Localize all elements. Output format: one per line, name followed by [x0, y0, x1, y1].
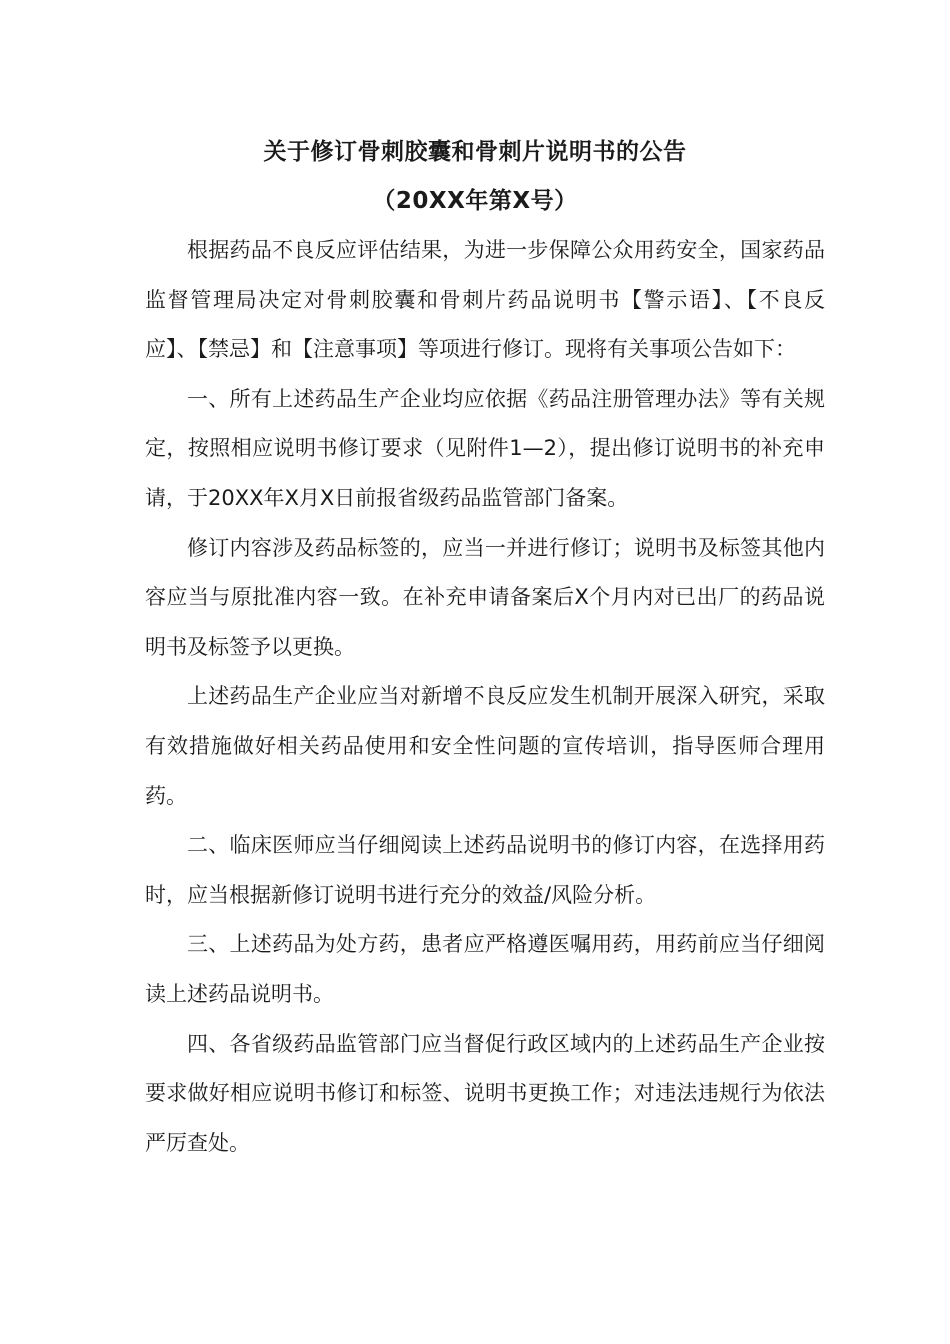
paragraph-item-1-labels: 修订内容涉及药品标签的，应当一并进行修订；说明书及标签其他内容应当与原批准内容一致。在补充申请备案后X个月内对已出厂的药品说明书及标签予以更换。 — [145, 535, 825, 659]
paragraph-intro: 根据药品不良反应评估结果，为进一步保障公众用药安全，国家药品监督管理局决定对骨刺胶囊和骨刺片药品说明书【警示语】、【不良反应】、【禁忌】和【注意事项】等项进行修订。现将有关事项公告如下： — [145, 238, 825, 362]
paragraph-item-4: 四、各省级药品监管部门应当督促行政区域内的上述药品生产企业按要求做好相应说明书修订和标签、说明书更换工作；对违法违规行为依法严厉查处。 — [145, 1031, 825, 1155]
document-body — [145, 226, 825, 1168]
paragraph-item-1-research: 上述药品生产企业应当对新增不良反应发生机制开展深入研究，采取有效措施做好相关药品使用和安全性问题的宣传培训，指导医师合理用药。 — [145, 684, 825, 808]
document-number: （20XX年第X号） — [372, 188, 578, 214]
paragraph-item-1: 一、所有上述药品生产企业均应依据《药品注册管理办法》等有关规定，按照相应说明书修订要求（见附件1—2），提出修订说明书的补充申请，于20XX年X月X日前报省级药品监管部门备案。 — [145, 386, 825, 510]
document-title: 关于修订骨刺胶囊和骨刺片说明书的公告 — [263, 139, 687, 165]
paragraph-item-2: 二、临床医师应当仔细阅读上述药品说明书的修订内容，在选择用药时，应当根据新修订说明书进行充分的效益/风险分析。 — [145, 833, 825, 907]
paragraph-item-3: 三、上述药品为处方药，患者应严格遵医嘱用药，用药前应当仔细阅读上述药品说明书。 — [145, 932, 825, 1006]
